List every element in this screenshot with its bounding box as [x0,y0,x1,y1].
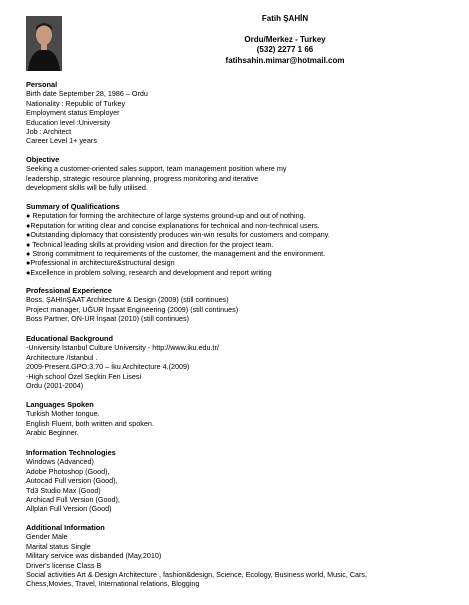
qualification-item: ●Outstanding diplomacy that consistently produces win-win results for customers and company. [26,230,330,240]
experience-item: Boss, ŞAHInŞAAT Architecture & Design (2009) (still continues) [26,295,229,305]
section-title: Educational Background [26,334,114,343]
person-portrait-icon [26,16,62,71]
additional-line: Military service was disbanded (May,2010) [26,551,162,561]
personal-section [26,80,456,146]
candidate-name: Fatih ŞAHİN [261,14,309,23]
qualification-item: ● Technical leading skills at providing vision and direction for the project team. [26,239,274,249]
education-line: -University İstanbul Culture University - http://www.iku.edu.tr/ [26,343,219,353]
section-title: Additional Information [26,523,105,532]
additional-line: Driver's license Class B [26,560,102,570]
languages-section [26,400,456,438]
personal-line: Career Level 1+ years [26,136,97,146]
section-title: Objective [26,155,60,164]
education-section [26,334,456,390]
technology-item: Archicad Full Version (Good), [26,495,120,505]
section-title: Professional Experience [26,286,112,295]
additional-line: Chess,Movies, Travel, International relations, Blogging [26,579,200,589]
additional-section [26,523,456,589]
candidate-location: Ordu/Merkez - Turkey [244,34,326,44]
language-item: Turkish Mother tongue. [26,409,100,419]
education-line: -High school Özel Seçkin Fen Lisesi [26,371,142,381]
additional-line: Marital status Single [26,541,91,551]
technology-item: Autocad Full version (Good), [26,476,118,486]
education-line: Ordu (2001-2004) [26,381,84,391]
objective-line: development skills will be fully utilised. [26,183,148,193]
qualification-item: ●Reputation for writing clear and concise explanations for technical and non-technical users. [26,220,320,230]
objective-line: leadership, strategic resource planning, progress monitoring and iterative [26,173,259,183]
language-item: Arabic Beginner. [26,428,79,438]
objective-line: Seeking a customer-oriented sales support, team management position where my [26,164,287,174]
personal-line: Employment status Employer [26,108,120,118]
qualification-item: ●Professional in architecture&structural design [26,258,175,268]
experience-section [26,286,456,324]
qualifications-section [26,202,456,277]
additional-line: Gender Male [26,532,68,542]
experience-item: Boss Partner, ON-UR İnşaat (2010) (still continues) [26,314,189,324]
language-item: English Fluent, both written and spoken. [26,418,154,428]
qualification-item: ●Excellence in problem solving, research and development and report writing [26,267,272,277]
technology-item: Td3 Studio Max (Good) [26,485,101,495]
qualification-item: ● Reputation for forming the architecture of large systems ground-up and out of nothing. [26,211,306,221]
technology-item: Windows (Advanced) [26,457,94,467]
qualification-item: ● Strong commitment to requirements of the customer, the management and the environment. [26,249,326,259]
personal-line: Nationality : Republic of Turkey [26,98,126,108]
objective-section [26,155,456,193]
personal-line: Birth date September 28, 1986 – Ordu [26,89,148,99]
section-title: Summary of Qualifications [26,202,120,211]
section-title: Personal [26,80,58,89]
additional-line: Social activities Art & Design Architecture , fashion&design, Science, Ecology, Business world, Music, Cars, [26,570,368,580]
personal-line: Education level :University [26,117,111,127]
technologies-section [26,448,456,514]
profile-photo [26,16,62,71]
candidate-phone: (532) 2277 1 66 [256,45,314,54]
candidate-email: fatihsahin.mimar@hotmail.com [225,55,345,65]
section-title: Languages Spoken [26,400,94,409]
contact-header [160,14,410,66]
technology-item: Allplan Full Version (Good) [26,504,112,514]
section-title: Information Technologies [26,448,116,457]
education-line: Architecture /İstanbul . [26,352,98,362]
experience-item: Project manager, UĞUR İnşaat Engineering (2009) (still continues) [26,304,239,314]
personal-line: Job : Architect [26,127,72,137]
technology-item: Adobe Photoshop (Good), [26,466,110,476]
education-line: 2009-Present.GPO:3.70 – İku Architecture 4.(2009) [26,362,190,372]
